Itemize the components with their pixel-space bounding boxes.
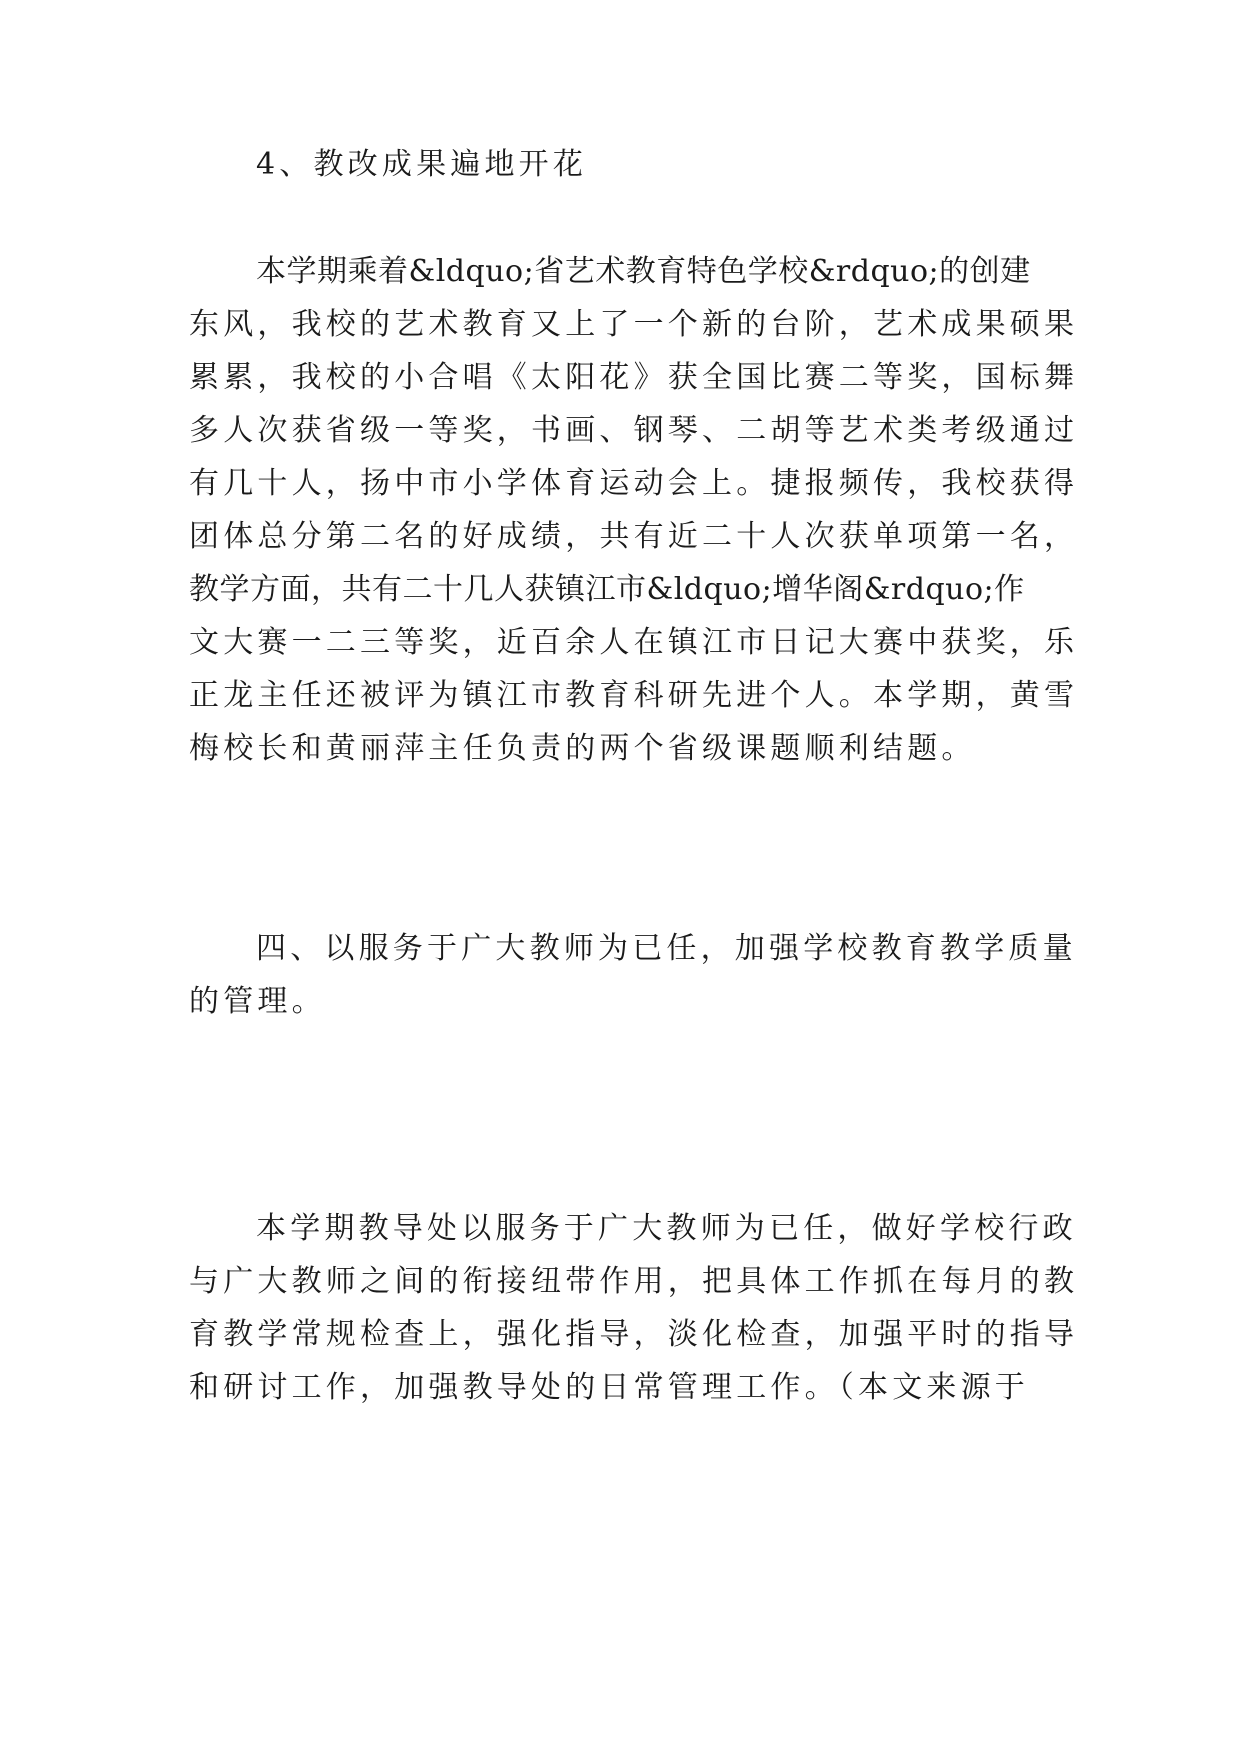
paragraph-line: 育教学常规检查上，强化指导，淡化检查，加强平时的指导 — [189, 1317, 1079, 1352]
paragraph-line: 有几十人，扬中市小学体育运动会上。捷报频传，我校获得 — [189, 466, 1079, 501]
paragraph-line: 与广大教师之间的衔接纽带作用，把具体工作抓在每月的教 — [189, 1264, 1079, 1299]
paragraph-line: 累累，我校的小合唱《太阳花》获全国比赛二等奖，国标舞 — [189, 360, 1079, 395]
paragraph-line: 团体总分第二名的好成绩，共有近二十人次获单项第一名， — [189, 519, 1079, 554]
paragraph-line: 本学期乘着&ldquo;省艺术教育特色学校&rdquo;的创建 — [256, 254, 1031, 289]
paragraph-line: 多人次获省级一等奖，书画、钢琴、二胡等艺术类考级通过 — [189, 413, 1079, 448]
paragraph-line: 和研讨工作，加强教导处的日常管理工作。（本文来源于 — [189, 1370, 1029, 1405]
section-heading: 四、以服务于广大教师为已任，加强学校教育教学质量 — [256, 931, 1077, 966]
paragraph-line: 东风，我校的艺术教育又上了一个新的台阶，艺术成果硕果 — [189, 307, 1079, 342]
paragraph-line: 教学方面，共有二十几人获镇江市&ldquo;增华阁&rdquo;作 — [189, 572, 1025, 607]
paragraph-line: 梅校长和黄丽萍主任负责的两个省级课题顺利结题。 — [189, 731, 976, 766]
paragraph-line: 本学期教导处以服务于广大教师为已任，做好学校行政 — [256, 1211, 1077, 1246]
paragraph-line: 正龙主任还被评为镇江市教育科研先进个人。本学期，黄雪 — [189, 678, 1079, 713]
section-heading-continued: 的管理。 — [189, 984, 326, 1019]
subheading-4: 4、教改成果遍地开花 — [256, 147, 588, 182]
paragraph-line: 文大赛一二三等奖，近百余人在镇江市日记大赛中获奖，乐 — [189, 625, 1079, 660]
